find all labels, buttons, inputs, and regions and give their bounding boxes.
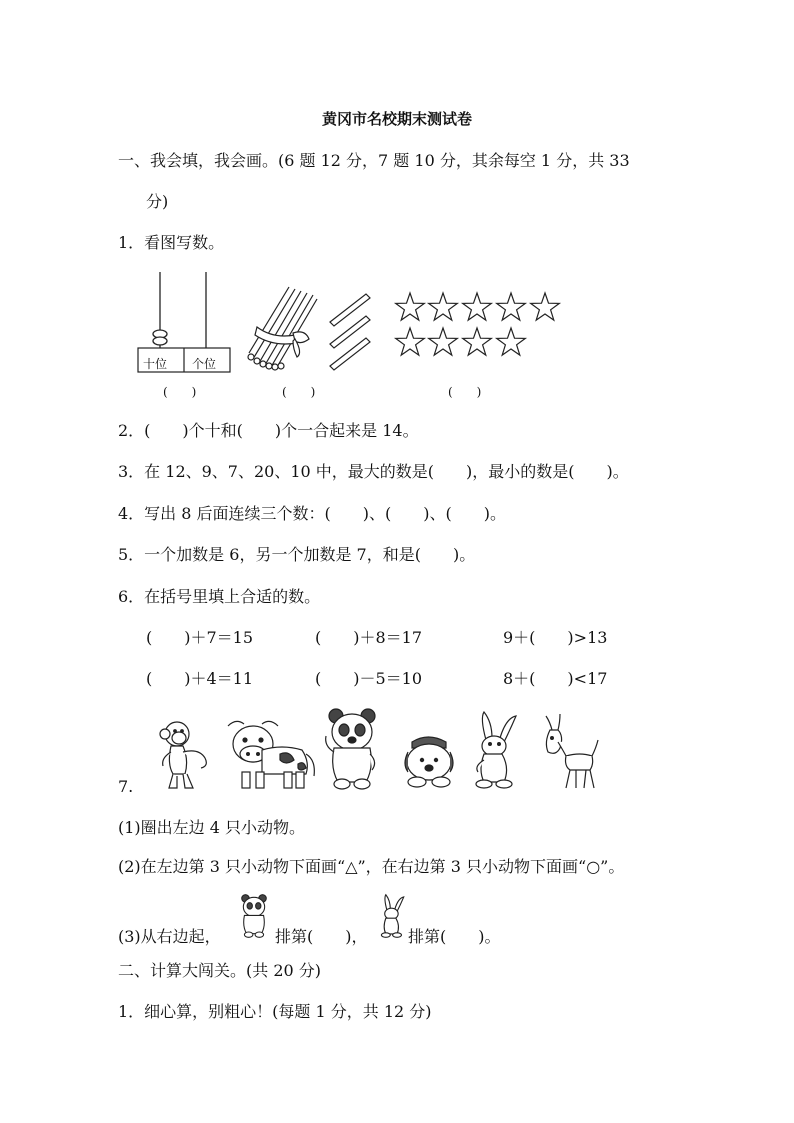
rabbit-small-icon bbox=[378, 892, 406, 940]
question-7-3-rabbit-rank: 排第( )。 bbox=[408, 927, 501, 946]
question-7-3-panda-rank: 排第( )， bbox=[275, 927, 368, 946]
stick-bundle-figure bbox=[243, 283, 323, 373]
section1-heading-continued: 分) bbox=[146, 192, 169, 211]
question-2: 2．( )个十和( )个一合起来是 14。 bbox=[118, 421, 419, 440]
answer-blank-stars[interactable]: ( ) bbox=[448, 385, 482, 399]
loose-sticks-figure bbox=[326, 292, 376, 372]
cow-icon bbox=[222, 716, 318, 792]
question-3: 3．在 12、9、7、20、10 中，最大的数是( )，最小的数是( )。 bbox=[118, 462, 629, 481]
answer-blank-abacus[interactable]: ( ) bbox=[163, 385, 197, 399]
question-7-3-start: (3)从右边起， bbox=[118, 927, 221, 946]
equation-2-3: 8＋( )<17 bbox=[503, 669, 608, 688]
question-6: 6．在括号里填上合适的数。 bbox=[118, 587, 321, 606]
question-7-2: (2)在左边第 3 只小动物下面画“△”，在右边第 3 只小动物下面画“○”。 bbox=[118, 857, 625, 876]
equation-2-2: ( )－5＝10 bbox=[315, 669, 423, 688]
monkey-icon bbox=[155, 718, 215, 790]
stars-figure bbox=[393, 290, 573, 362]
question-5: 5．一个加数是 6，另一个加数是 7，和是( )。 bbox=[118, 545, 476, 564]
donkey-icon bbox=[540, 712, 600, 792]
equation-1-1: ( )＋7＝15 bbox=[146, 628, 254, 647]
question-4: 4．写出 8 后面连续三个数：( )、( )、( )。 bbox=[118, 504, 506, 523]
page-title: 黄冈市名校期末测试卷 bbox=[321, 110, 472, 128]
rabbit-icon bbox=[470, 710, 520, 790]
question-1: 1．看图写数。 bbox=[118, 233, 225, 252]
panda-icon bbox=[322, 706, 382, 792]
question-7-label: 7. bbox=[118, 777, 134, 796]
dog-icon bbox=[402, 732, 456, 788]
abacus-label-ones: 个位 bbox=[192, 357, 217, 371]
equation-2-1: ( )＋4＝11 bbox=[146, 669, 254, 688]
equation-1-3: 9＋( )>13 bbox=[503, 628, 608, 647]
equation-1-2: ( )＋8＝17 bbox=[315, 628, 423, 647]
section2-question-1: 1．细心算，别粗心！(每题 1 分，共 12 分) bbox=[118, 1002, 432, 1021]
abacus-label-tens: 十位 bbox=[143, 357, 168, 371]
section1-heading: 一、我会填，我会画。(6 题 12 分，7 题 10 分，其余每空 1 分，共 33 bbox=[118, 151, 630, 170]
question-7-1: (1)圈出左边 4 只小动物。 bbox=[118, 818, 306, 837]
section2-heading: 二、计算大闯关。(共 20 分) bbox=[118, 961, 322, 980]
answer-blank-sticks[interactable]: ( ) bbox=[282, 385, 316, 399]
panda-small-icon bbox=[238, 892, 270, 940]
